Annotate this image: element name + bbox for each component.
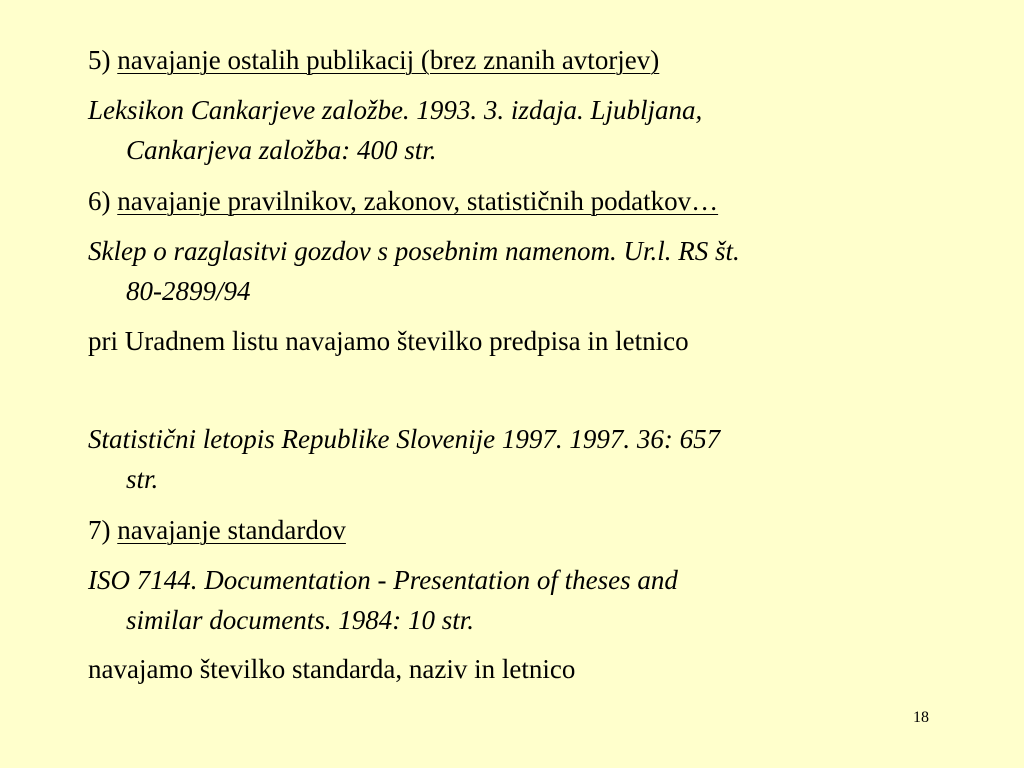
item-5-reference-line-2: Cankarjeva založba: 400 str. [126,135,437,165]
item-5-heading-line [88,44,659,76]
item-5-reference-line-1: Leksikon Cankarjeve založbe. 1993. 3. izdaja. Ljubljana, [88,95,703,125]
page-number: 18 [913,709,929,726]
item-7-heading-line [88,514,346,546]
item-7-heading: navajanje standardov [117,515,346,545]
item-6-reference-2-line-2: str. [126,464,159,494]
item-7-note: navajamo številko standarda, naziv in letnico [88,654,576,684]
item-6-number: 6) [88,186,111,216]
item-6-note: pri Uradnem listu navajamo številko predpisa in letnico [88,326,689,356]
item-6-reference-1-line-1: Sklep o razglasitvi gozdov s posebnim namenom. Ur.l. RS št. [88,236,740,266]
item-5-number: 5) [88,45,111,75]
item-6-heading-line [88,185,718,217]
item-7-number: 7) [88,515,111,545]
item-7-reference-line-2: similar documents. 1984: 10 str. [126,605,475,635]
item-6-reference-2-line-1: Statistični letopis Republike Slovenije 1997. 1997. 36: 657 [88,424,721,454]
item-5-heading: navajanje ostalih publikacij (brez znanih avtorjev) [117,45,660,75]
item-7-reference-line-1: ISO 7144. Documentation - Presentation of theses and [88,565,678,595]
item-6-reference-1-line-2: 80-2899/94 [126,276,251,306]
item-6-heading: navajanje pravilnikov, zakonov, statističnih podatkov… [117,186,719,216]
